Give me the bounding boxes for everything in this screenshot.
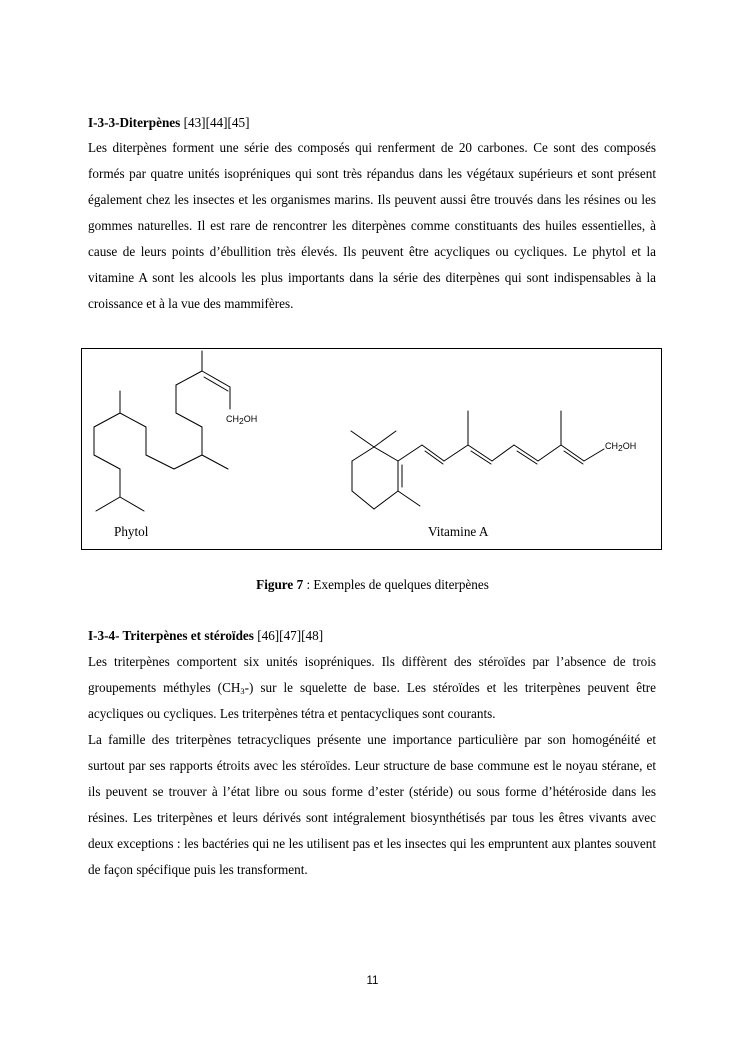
section-heading-triterpenes	[88, 627, 323, 645]
p1-before: Les triterpènes comportent six unités isopréniques. Ils diffèrent des stéroïdes par l’absence de trois groupements méthyles (CH	[88, 654, 656, 695]
heading-title: I-3-4- Triterpènes et stéroïdes	[88, 628, 254, 643]
phytol-ch2oh-label: $CH_2OH$	[226, 414, 258, 426]
paragraph-triterpenes-2: La famille des triterpènes tetracycliques présente une importance particulière par son homogénéité et surtout par ses rapports étroits avec les stéroïdes. Leur structure de base commune est le noyau stérane, et ils peuvent se trouver à l’état libre ou sous forme d’ester (stéride) ou sous forme d’hétéroside dans les résines. Les triterpènes et leurs dérivés sont intégralement biosynthétisés par tous les êtres vivants avec deux exceptions : les bactéries qui ne les utilisent pas et les insectes qui les empruntent aux plantes souvent de façon spécifique puis les transforment.	[88, 732, 656, 877]
paragraph-diterpenes: Les diterpènes forment une série des composés qui renferment de 20 carbones. Ce sont des composés formés par quatre unités isopréniques qui sont très répandus dans les végétaux supérieurs et sont présent également chez les insectes et les organismes marins. Ils peuvent aussi être trouvés dans les résines ou les gommes naturelles. Il est rare de rencontrer les diterpènes comme constituants des huiles essentielles, à cause de leurs points d’ébullition très élevés. Ils peuvent être acycliques ou cycliques. Le phytol et la vitamine A sont les alcools les plus importants dans la série des diterpènes qui sont indispensables à la croissance et à la vue des mammifères.	[88, 140, 656, 311]
p1-after: -) sur le squelette de base. Les stéroïdes et les triterpènes peuvent être acycliques ou cycliques. Les triterpènes tétra et pentacycliques sont courants.	[88, 680, 656, 721]
figure-box	[81, 348, 662, 550]
caption-text: : Exemples de quelques diterpènes	[303, 577, 489, 592]
heading-title: I-3-3-Diterpènes	[88, 115, 181, 130]
phytol-label: Phytol	[114, 524, 149, 539]
section-heading-diterpenes	[88, 114, 250, 132]
paragraph-triterpenes-1	[88, 649, 656, 727]
phytol-structure	[94, 351, 230, 511]
p1-sub: 3	[240, 686, 245, 696]
caption-label: Figure 7	[256, 577, 304, 592]
heading-refs: [46][47][48]	[253, 628, 324, 643]
vitamine-ch2oh-label: $CH_2OH$	[605, 441, 637, 453]
heading-refs: [43][44][45]	[180, 115, 250, 130]
vitamine-a-structure	[351, 411, 604, 509]
figure-caption	[0, 576, 745, 594]
structures-drawing	[82, 349, 663, 551]
page-number: 11	[366, 975, 379, 987]
vitamine-a-label: Vitamine A	[428, 524, 489, 539]
